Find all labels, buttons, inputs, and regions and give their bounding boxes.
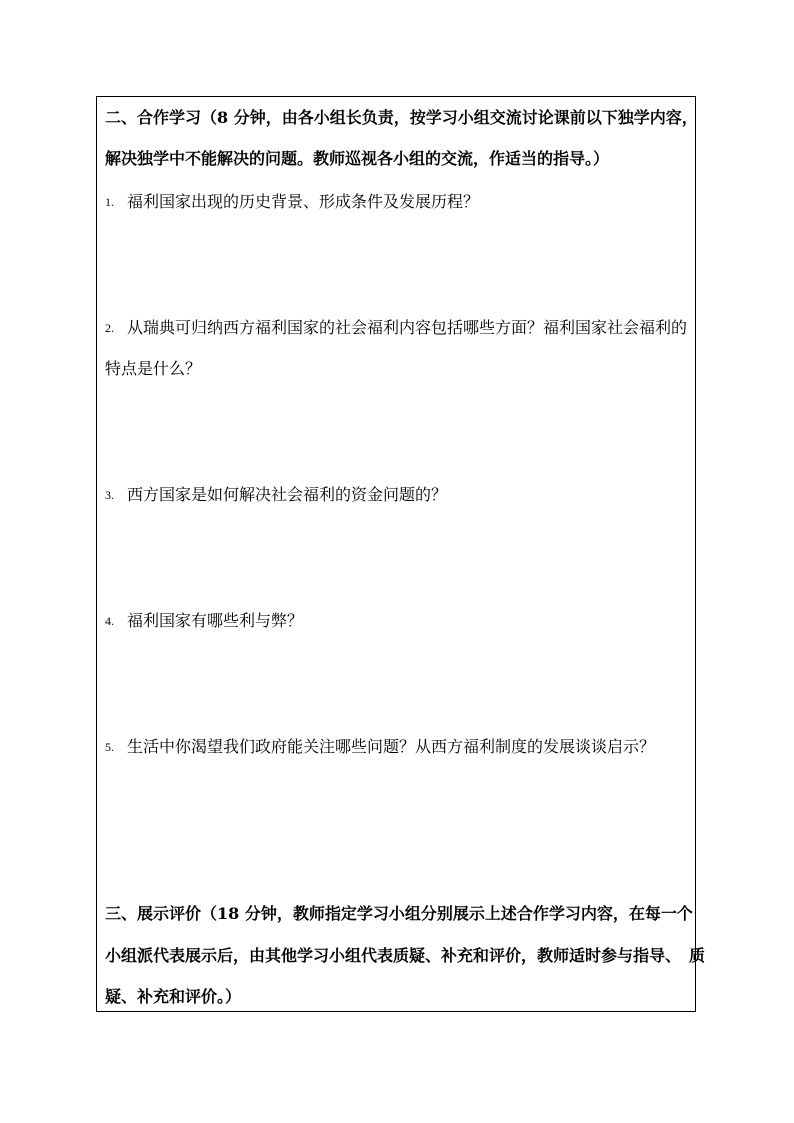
question-1 — [105, 191, 687, 213]
question-number: 3. — [105, 488, 114, 502]
question-number: 2. — [105, 321, 114, 335]
question-number: 4. — [105, 614, 114, 628]
question-3 — [105, 484, 687, 506]
section-2-heading-line-1: 二、合作学习（8 分钟，由各小组长负责，按学习小组交流讨论课前以下独学内容， — [105, 108, 698, 127]
question-text: 西方国家是如何解决社会福利的资金问题的？ — [127, 485, 448, 504]
question-number: 5. — [105, 740, 114, 754]
question-2-continuation: 特点是什么？ — [105, 359, 202, 378]
worksheet-frame — [96, 96, 706, 1012]
section-2-heading-line-2: 解决独学中不能解决的问题。教师巡视各小组的交流，作适当的指导。） — [105, 149, 610, 168]
question-number: 1. — [105, 195, 114, 209]
question-4 — [105, 610, 687, 632]
question-text: 从瑞典可归纳西方福利国家的社会福利内容包括哪些方面？福利国家社会福利的 — [127, 318, 688, 337]
question-text: 福利国家有哪些利与弊？ — [127, 611, 304, 630]
section-3-heading-line-3: 疑、补充和评价。） — [105, 987, 242, 1006]
question-text: 福利国家出现的历史背景、形成条件及发展历程？ — [127, 192, 480, 211]
question-text: 生活中你渴望我们政府能关注哪些问题？从西方福利制度的发展谈谈启示？ — [127, 737, 656, 756]
section-3-heading-line-1: 三、展示评价（18 分钟，教师指定学习小组分别展示上述合作学习内容，在每一个 — [105, 904, 693, 923]
question-2 — [105, 317, 687, 339]
section-3-heading-line-2: 小组派代表展示后，由其他学习小组代表质疑、补充和评价，教师适时参与指导、 质 — [105, 946, 706, 965]
question-5 — [105, 736, 687, 758]
